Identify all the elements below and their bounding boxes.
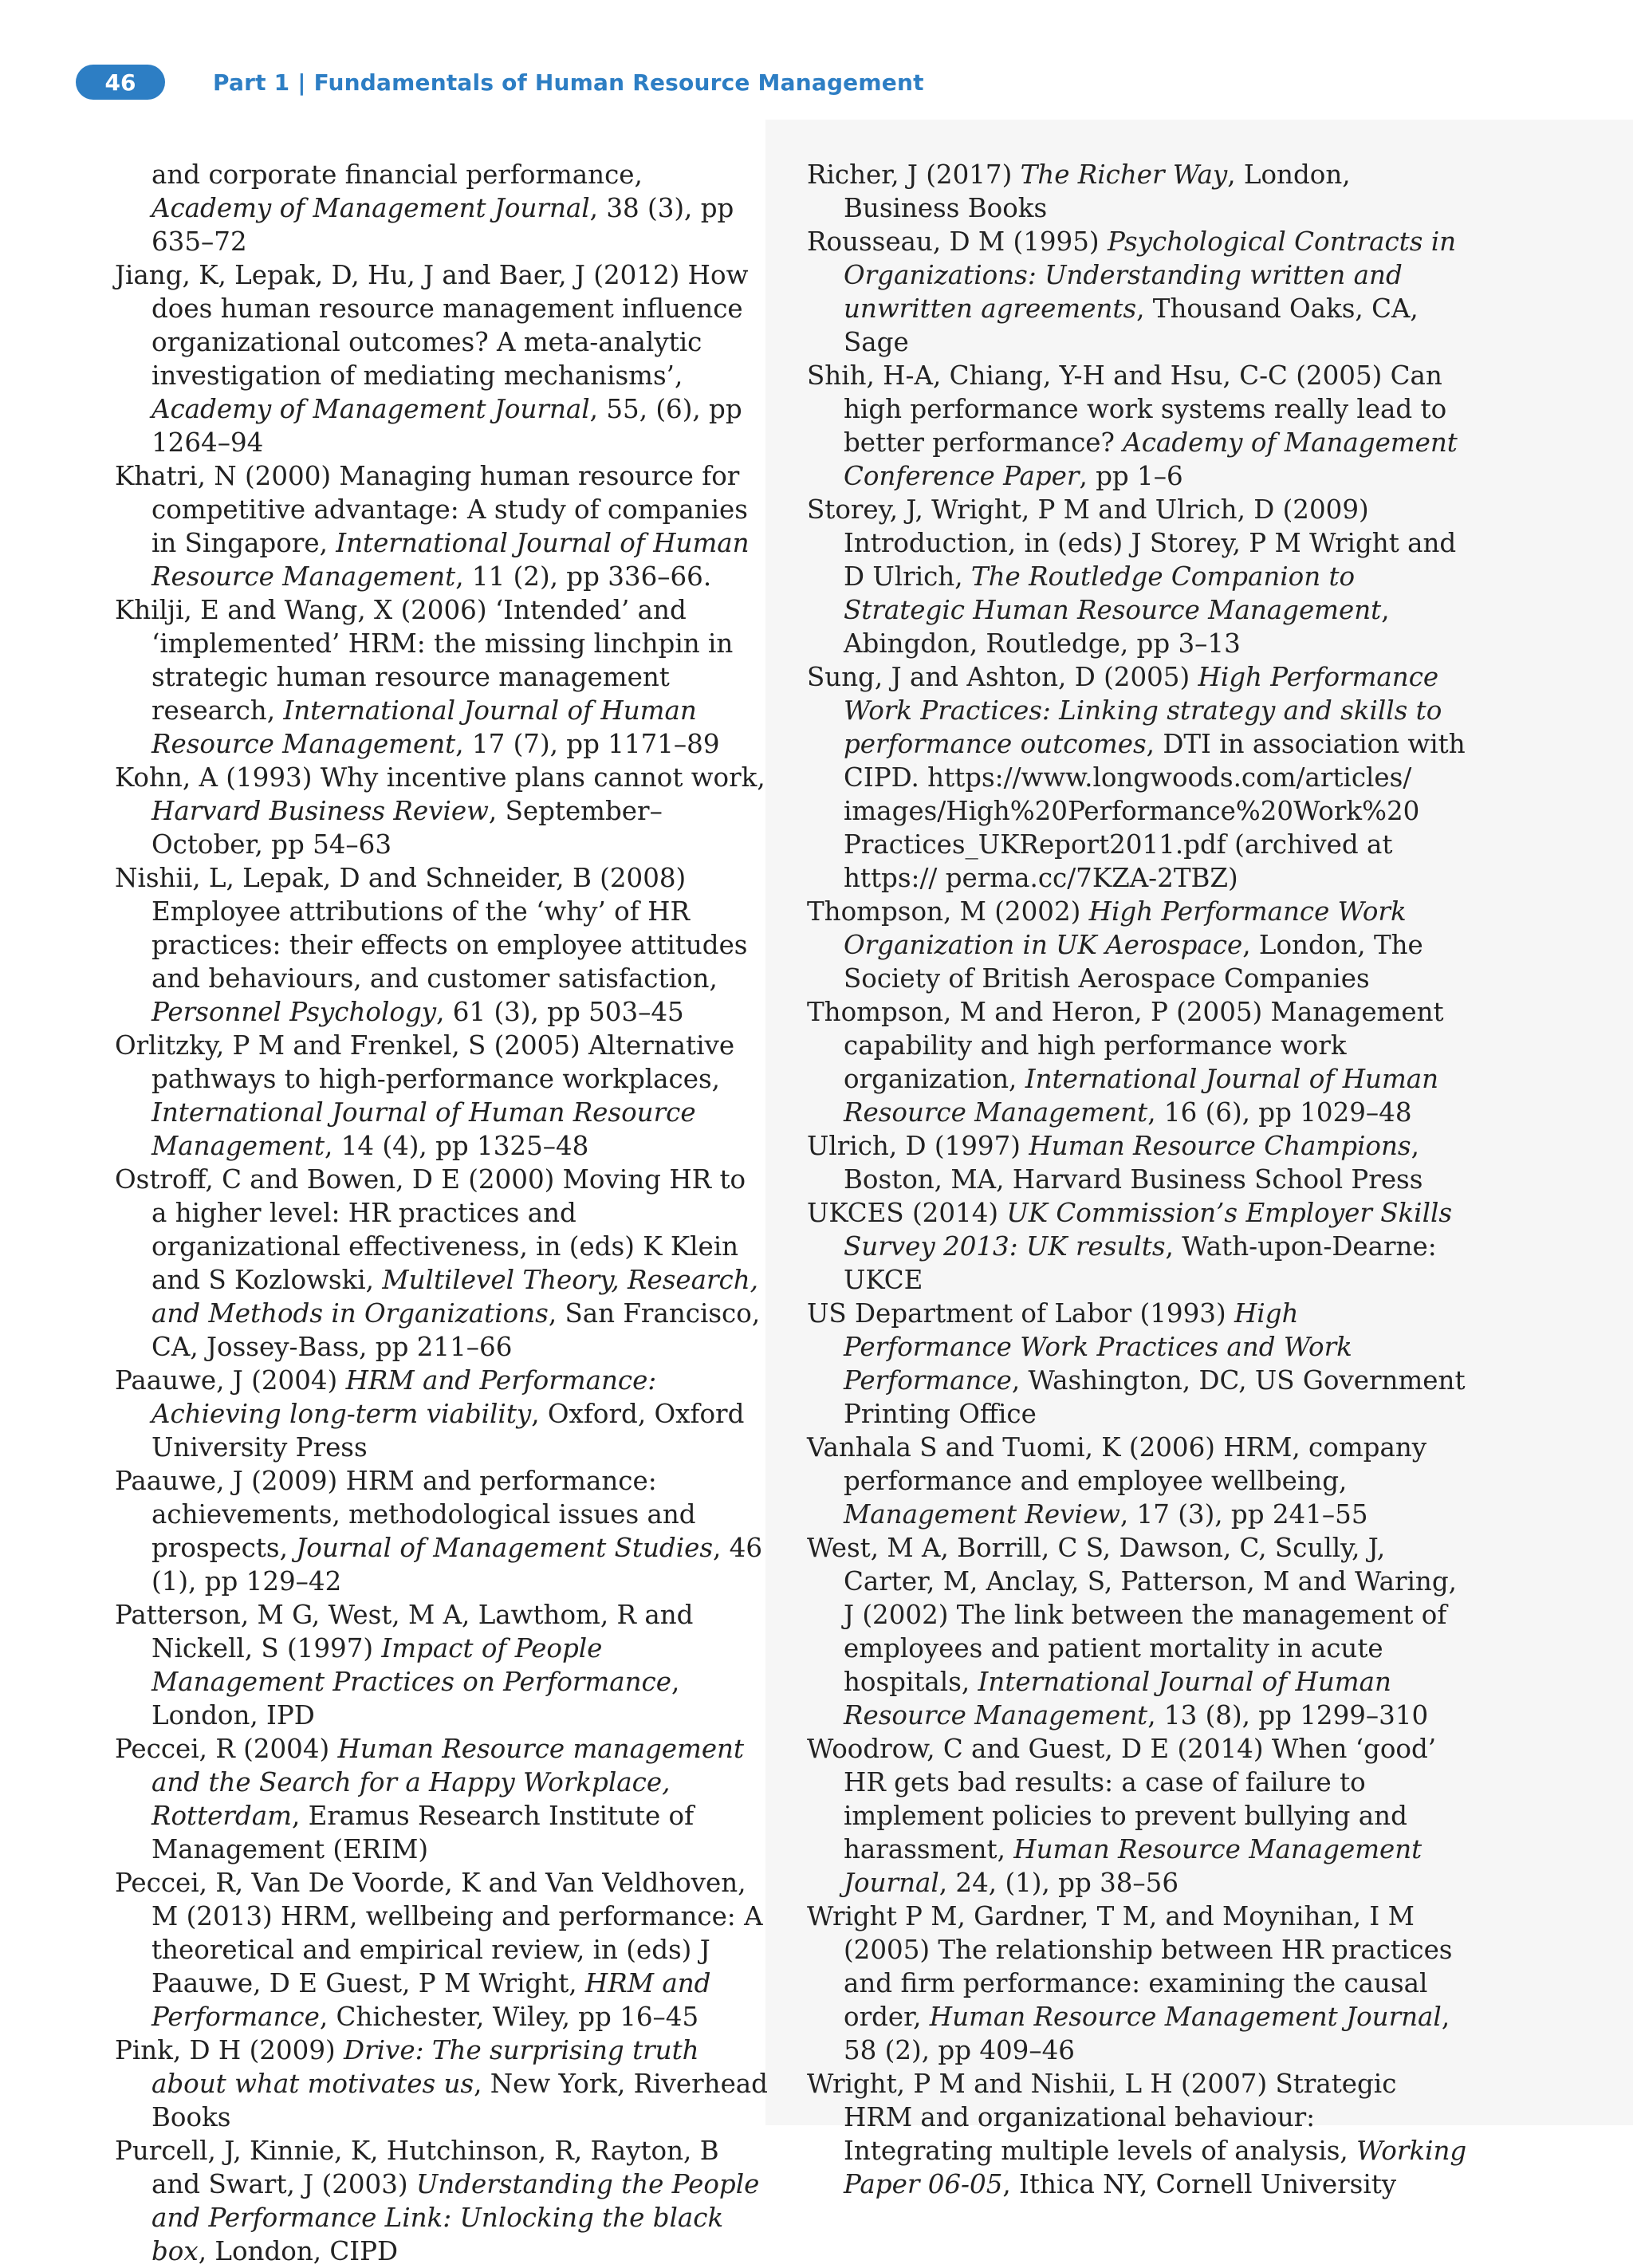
reference-text: Thompson, M (2002) (807, 896, 1089, 927)
reference-title: The Richer Way (1020, 159, 1228, 190)
reference-entry (115, 2134, 769, 2268)
reference-entry (807, 1900, 1469, 2067)
reference-text: Ostroff, C and Bowen, D E (2000) Moving HR to a higher level: HR practices and organizational effectiveness, in (eds) K Klein and S Kozlowski, (115, 1164, 746, 1295)
reference-text: Nishii, L, Lepak, D and Schneider, B (2008) Employee attributions of the ‘why’ of HR practices: their effects on employee attitudes and behaviours, and customer satisfaction, (115, 863, 748, 994)
reference-entry (115, 1364, 769, 1464)
reference-title: UK Commission’s Employer Skills Survey 2013: UK results (844, 1198, 1453, 1262)
reference-title: Academy of Management Journal (151, 394, 590, 424)
reference-text: and corporate financial performance, (151, 159, 643, 190)
reference-entry (807, 1431, 1469, 1531)
part-title: Part 1 | Fundamentals of Human Resource Management (213, 69, 924, 96)
reference-entry (807, 1732, 1469, 1900)
reference-entry (115, 861, 769, 1029)
reference-title: Human Resource Management Journal (929, 2002, 1442, 2032)
reference-title: Understanding the People and Performance Link: Unlocking the black box (151, 2169, 760, 2266)
reference-entry (115, 1163, 769, 1364)
reference-title: HRM and Performance: Achieving long-term viability (151, 1365, 657, 1429)
reference-entry (115, 593, 769, 761)
reference-title: Human Resource Champions (1029, 1131, 1411, 1161)
reference-entry (807, 995, 1469, 1129)
reference-text: Peccei, R, Van De Voorde, K and Van Veldhoven, M (2013) HRM, wellbeing and performance: A theoretical and empirical review, in (eds) J Paauwe, D E Guest, P M Wright, (115, 1868, 763, 1998)
reference-title: Academy of Management Journal (151, 193, 590, 223)
reference-text: , Washington, DC, US Government Printing Office (844, 1365, 1466, 1429)
reference-entry (807, 1129, 1469, 1196)
reference-text: , Abingdon, Routledge, pp 3–13 (844, 595, 1390, 659)
reference-text: Peccei, R (2004) (115, 1734, 338, 1764)
reference-entry (115, 2034, 769, 2134)
reference-title: High Performance Work Practices: Linking strategy and skills to performance outcomes (844, 662, 1442, 759)
reference-title: High Performance Work Organization in UK Aerospace (844, 896, 1407, 960)
reference-text: , Boston, MA, Harvard Business School Press (844, 1131, 1423, 1195)
reference-title: Psychological Contracts in Organizations: Understanding written and unwritten agreements (844, 226, 1457, 324)
reference-entry (807, 359, 1469, 493)
reference-entry (807, 158, 1469, 225)
reference-title: Working Paper 06-05 (844, 2136, 1467, 2199)
reference-entry (807, 895, 1469, 995)
reference-title: International Journal of Human Resource Management (844, 1064, 1439, 1128)
reference-entry (115, 459, 769, 593)
reference-text: Jiang, K, Lepak, D, Hu, J and Baer, J (2012) How does human resource management influence organizational outcomes? A meta-analytic investigation of mediating mechanisms’, (115, 260, 749, 391)
reference-text: , London, The Society of British Aerospace Companies (844, 930, 1423, 994)
reference-title: Human Resource Management Journal (844, 1834, 1422, 1898)
reference-text: , Oxford, Oxford University Press (151, 1399, 745, 1463)
reference-text: Thompson, M and Heron, P (2005) Management capability and high performance work organization, (807, 997, 1444, 1094)
reference-text: Kohn, A (1993) Why incentive plans cannot work, (115, 762, 765, 793)
reference-title: International Journal of Human Resource Management (151, 1097, 696, 1161)
reference-text: Paauwe, J (2009) HRM and performance: achievements, methodological issues and prospects, (115, 1466, 696, 1563)
reference-title: The Routledge Companion to Strategic Human Resource Management (844, 561, 1382, 625)
reference-entry (807, 1297, 1469, 1431)
reference-text: , 46 (1), pp 129–42 (151, 1533, 763, 1597)
reference-text: Rousseau, D M (1995) (807, 226, 1108, 257)
reference-text: , Ithica NY, Cornell University (1002, 2169, 1397, 2199)
reference-text: Storey, J, Wright, P M and Ulrich, D (2009) Introduction, in (eds) J Storey, P M Wright and D Ulrich, (807, 494, 1457, 592)
reference-entry (807, 660, 1469, 895)
reference-text: , 24, (1), pp 38–56 (938, 1868, 1179, 1898)
reference-text: Purcell, J, Kinnie, K, Hutchinson, R, Rayton, B and Swart, J (2003) (115, 2136, 719, 2199)
reference-title: HRM and Performance (151, 1968, 711, 2032)
reference-title: Academy of Management Conference Paper (844, 427, 1458, 491)
references-right-column (807, 158, 1469, 2201)
reference-title: High Performance Work Practices and Work Performance (844, 1298, 1352, 1396)
reference-text: , pp 1–6 (1079, 461, 1183, 491)
reference-entry (807, 225, 1469, 359)
reference-entry (115, 761, 769, 861)
reference-text: , Chichester, Wiley, pp 16–45 (319, 2002, 699, 2032)
reference-text: Wright P M, Gardner, T M, and Moynihan, I M (2005) The relationship between HR practices and firm performance: examining the causal order, (807, 1901, 1453, 2032)
reference-text: , 17 (3), pp 241–55 (1119, 1499, 1368, 1530)
reference-title: International Journal of Human Resource Management (151, 695, 697, 759)
reference-entry (115, 1866, 769, 2034)
reference-entry (115, 158, 769, 258)
reference-title: Multilevel Theory, Research, and Methods in Organizations (151, 1265, 758, 1329)
reference-text: , Eramus Research Institute of Management (ERIM) (151, 1801, 695, 1864)
reference-text: , 14 (4), pp 1325–48 (325, 1131, 589, 1161)
reference-text: Paauwe, J (2004) (115, 1365, 346, 1396)
reference-text: , 11 (2), pp 336–66. (455, 561, 712, 592)
reference-text: , 17 (7), pp 1171–89 (455, 729, 720, 759)
reference-text: , San Francisco, CA, Jossey-Bass, pp 211–66 (151, 1298, 761, 1362)
page-number-badge: 46 (76, 65, 165, 100)
reference-text: Ulrich, D (1997) (807, 1131, 1029, 1161)
reference-text: , 61 (3), pp 503–45 (436, 997, 684, 1027)
reference-text: , Wath-upon-Dearne: UKCE (844, 1231, 1437, 1295)
reference-text: Woodrow, C and Guest, D E (2014) When ‘good’ HR gets bad results: a case of failure to implement policies to prevent bullying and harassment, (807, 1734, 1437, 1864)
reference-entry (115, 1732, 769, 1866)
reference-text: , London, IPD (151, 1667, 680, 1731)
reference-text: Khatri, N (2000) Managing human resource for competitive advantage: A study of companies in Singapore, (115, 461, 748, 558)
reference-text: Vanhala S and Tuomi, K (2006) HRM, company performance and employee wellbeing, (807, 1432, 1427, 1496)
reference-text: Patterson, M G, West, M A, Lawthom, R and Nickell, S (1997) (115, 1600, 694, 1664)
reference-text: Wright, P M and Nishii, L H (2007) Strategic HRM and organizational behaviour: Integrating multiple levels of analysis, (807, 2069, 1397, 2166)
reference-text: West, M A, Borrill, C S, Dawson, C, Scully, J, Carter, M, Anclay, S, Patterson, M and Waring, J (2002) The link between the management of employees and patient mortality in acute hospitals, (807, 1533, 1458, 1697)
reference-entry (115, 258, 769, 459)
reference-title: Harvard Business Review (151, 796, 489, 826)
reference-entry (807, 2067, 1469, 2201)
reference-text: , 58 (2), pp 409–46 (844, 2002, 1450, 2065)
reference-entry (115, 1029, 769, 1163)
reference-text: , London, CIPD (198, 2236, 399, 2266)
reference-text: , 13 (8), pp 1299–310 (1147, 1700, 1429, 1731)
reference-entry (807, 493, 1469, 660)
reference-title: Drive: The surprising truth about what motivates us (151, 2035, 699, 2099)
reference-text: Shih, H-A, Chiang, Y-H and Hsu, C-C (2005) Can high performance work systems really lead to better performance? (807, 360, 1447, 458)
reference-text: , DTI in association with CIPD. https://www.longwoods.com/articles/ images/High%20Performance%20Work%20 Practices_UKReport2011.pdf (archived at https:// perma.cc/7KZA-2TBZ) (844, 729, 1466, 893)
reference-text: , 55, (6), pp 1264–94 (151, 394, 742, 458)
reference-title: International Journal of Human Resource Management (844, 1667, 1391, 1731)
reference-text: , September–October, pp 54–63 (151, 796, 663, 860)
reference-entry (115, 1464, 769, 1598)
reference-title: Management Review (844, 1499, 1120, 1530)
reference-text: UKCES (2014) (807, 1198, 1007, 1228)
reference-text: Orlitzky, P M and Frenkel, S (2005) Alternative pathways to high-performance workplaces, (115, 1030, 735, 1094)
reference-title: Journal of Management Studies (296, 1533, 713, 1563)
reference-entry (115, 1598, 769, 1732)
reference-text: , London, Business Books (844, 159, 1351, 223)
reference-text: Sung, J and Ashton, D (2005) (807, 662, 1198, 692)
reference-text: Khilji, E and Wang, X (2006) ‘Intended’ and ‘implemented’ HRM: the missing linchpin in strategic human resource management research, (115, 595, 734, 726)
reference-text: Richer, J (2017) (807, 159, 1021, 190)
references-left-column (115, 158, 769, 2268)
reference-title: Human Resource management and the Search for a Happy Workplace, Rotterdam (151, 1734, 745, 1831)
reference-text: , New York, Riverhead Books (151, 2069, 768, 2132)
reference-text: US Department of Labor (1993) (807, 1298, 1234, 1329)
reference-text: Pink, D H (2009) (115, 2035, 344, 2065)
reference-title: Personnel Psychology (151, 997, 437, 1027)
reference-entry (807, 1196, 1469, 1297)
page-header (76, 64, 924, 100)
reference-entry (807, 1531, 1469, 1732)
reference-title: Impact of People Management Practices on Performance (151, 1633, 671, 1697)
reference-text: , Thousand Oaks, CA, Sage (844, 293, 1419, 357)
reference-text: , 16 (6), pp 1029–48 (1147, 1097, 1412, 1128)
reference-title: International Journal of Human Resource Management (151, 528, 750, 592)
reference-text: , 38 (3), pp 635–72 (151, 193, 734, 257)
